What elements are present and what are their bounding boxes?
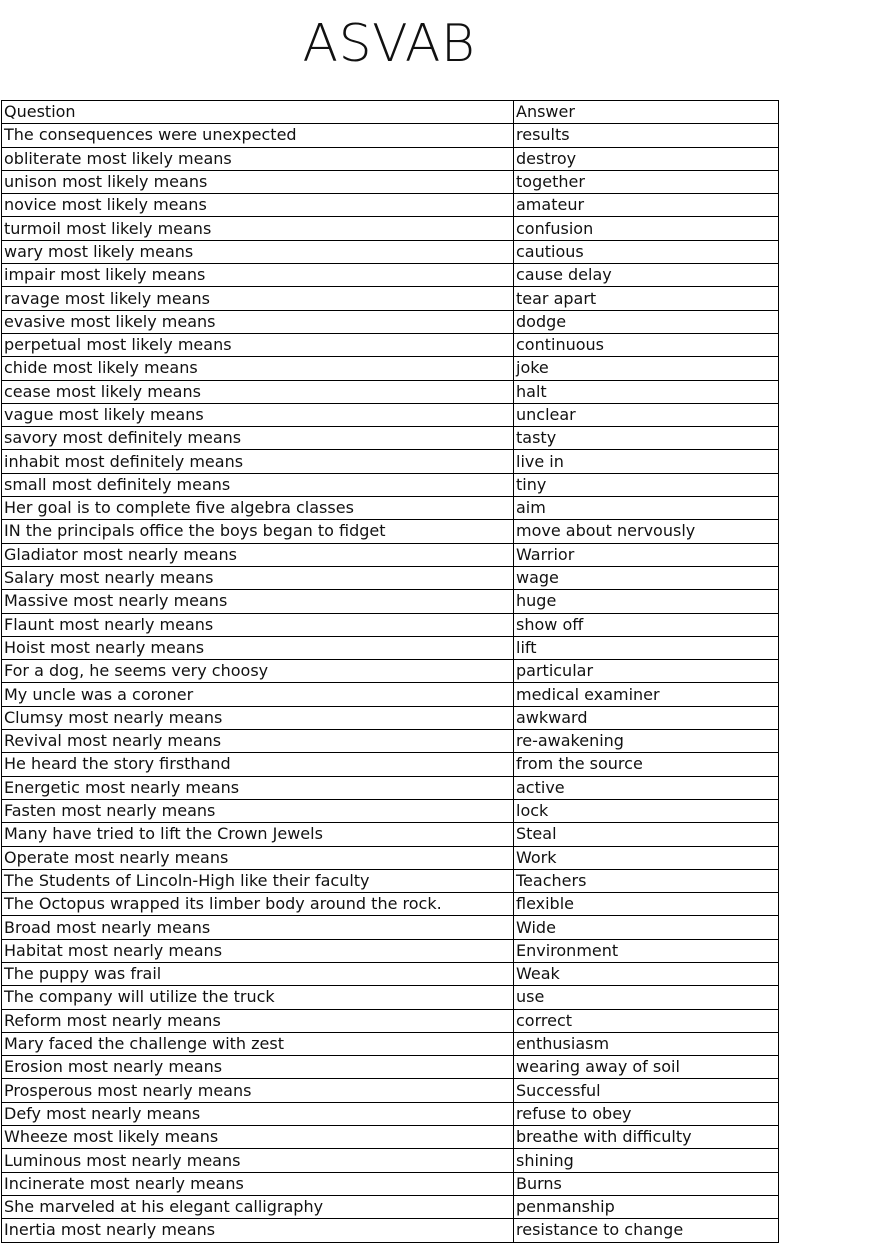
answer-cell: breathe with difficulty [514, 1126, 779, 1149]
table-row [2, 124, 779, 147]
answer-cell: joke [514, 357, 779, 380]
question-cell: savory most definitely means [2, 427, 514, 450]
answer-cell: show off [514, 613, 779, 636]
answer-cell: amateur [514, 194, 779, 217]
table-row [2, 893, 779, 916]
question-cell: Inertia most nearly means [2, 1219, 514, 1242]
answer-cell: active [514, 776, 779, 799]
table-row [2, 333, 779, 356]
question-cell: obliterate most likely means [2, 147, 514, 170]
answer-cell: Successful [514, 1079, 779, 1102]
question-cell: small most definitely means [2, 473, 514, 496]
table-row [2, 776, 779, 799]
table-row [2, 799, 779, 822]
question-cell: Flaunt most nearly means [2, 613, 514, 636]
question-cell: He heard the story firsthand [2, 753, 514, 776]
answer-cell: dodge [514, 310, 779, 333]
answer-cell: Burns [514, 1172, 779, 1195]
table-row [2, 450, 779, 473]
table-row [2, 1032, 779, 1055]
column-header-answer: Answer [514, 101, 779, 124]
table-row [2, 194, 779, 217]
table-row [2, 1079, 779, 1102]
table-row [2, 497, 779, 520]
question-cell: Incinerate most nearly means [2, 1172, 514, 1195]
answer-cell: medical examiner [514, 683, 779, 706]
question-cell: My uncle was a coroner [2, 683, 514, 706]
question-cell: Wheeze most likely means [2, 1126, 514, 1149]
question-cell: The puppy was frail [2, 962, 514, 985]
answer-cell: lock [514, 799, 779, 822]
question-cell: Massive most nearly means [2, 590, 514, 613]
table-row [2, 590, 779, 613]
table-row [2, 147, 779, 170]
question-cell: Erosion most nearly means [2, 1056, 514, 1079]
table-row [2, 1009, 779, 1032]
answer-cell: live in [514, 450, 779, 473]
vocabulary-table [1, 100, 779, 1243]
table-row [2, 730, 779, 753]
question-cell: Hoist most nearly means [2, 636, 514, 659]
question-cell: unison most likely means [2, 170, 514, 193]
answer-cell: from the source [514, 753, 779, 776]
question-cell: Broad most nearly means [2, 916, 514, 939]
question-cell: Revival most nearly means [2, 730, 514, 753]
question-cell: Her goal is to complete five algebra classes [2, 497, 514, 520]
question-cell: Fasten most nearly means [2, 799, 514, 822]
table-row [2, 264, 779, 287]
answer-cell: correct [514, 1009, 779, 1032]
question-cell: novice most likely means [2, 194, 514, 217]
answer-cell: Steal [514, 823, 779, 846]
table-row [2, 357, 779, 380]
question-cell: IN the principals office the boys began to fidget [2, 520, 514, 543]
answer-cell: particular [514, 660, 779, 683]
table-row [2, 683, 779, 706]
table-row [2, 380, 779, 403]
question-cell: evasive most likely means [2, 310, 514, 333]
question-cell: The consequences were unexpected [2, 124, 514, 147]
question-cell: Operate most nearly means [2, 846, 514, 869]
question-cell: perpetual most likely means [2, 333, 514, 356]
answer-cell: Weak [514, 962, 779, 985]
question-cell: For a dog, he seems very choosy [2, 660, 514, 683]
answer-cell: Environment [514, 939, 779, 962]
question-cell: impair most likely means [2, 264, 514, 287]
table-row [2, 1056, 779, 1079]
answer-cell: use [514, 986, 779, 1009]
table-row [2, 753, 779, 776]
answer-cell: tear apart [514, 287, 779, 310]
table-row [2, 1172, 779, 1195]
table-row [2, 427, 779, 450]
answer-cell: together [514, 170, 779, 193]
table-row [2, 660, 779, 683]
table-row [2, 1126, 779, 1149]
answer-cell: destroy [514, 147, 779, 170]
question-cell: Luminous most nearly means [2, 1149, 514, 1172]
answer-cell: penmanship [514, 1195, 779, 1218]
question-cell: ravage most likely means [2, 287, 514, 310]
answer-cell: awkward [514, 706, 779, 729]
answer-cell: halt [514, 380, 779, 403]
question-cell: Energetic most nearly means [2, 776, 514, 799]
table-row [2, 543, 779, 566]
answer-cell: refuse to obey [514, 1102, 779, 1125]
table-header-row [2, 101, 779, 124]
table-row [2, 403, 779, 426]
table-row [2, 986, 779, 1009]
answer-cell: continuous [514, 333, 779, 356]
answer-cell: aim [514, 497, 779, 520]
question-cell: She marveled at his elegant calligraphy [2, 1195, 514, 1218]
column-header-question: Question [2, 101, 514, 124]
question-cell: Habitat most nearly means [2, 939, 514, 962]
answer-cell: tasty [514, 427, 779, 450]
question-cell: wary most likely means [2, 240, 514, 263]
answer-cell: Work [514, 846, 779, 869]
answer-cell: unclear [514, 403, 779, 426]
table-row [2, 217, 779, 240]
answer-cell: confusion [514, 217, 779, 240]
question-cell: cease most likely means [2, 380, 514, 403]
question-cell: vague most likely means [2, 403, 514, 426]
table-row [2, 916, 779, 939]
answer-cell: resistance to change [514, 1219, 779, 1242]
table-row [2, 473, 779, 496]
question-cell: Mary faced the challenge with zest [2, 1032, 514, 1055]
table-row [2, 1149, 779, 1172]
table-row [2, 1102, 779, 1125]
table-row [2, 869, 779, 892]
table-row [2, 613, 779, 636]
question-cell: The Octopus wrapped its limber body around the rock. [2, 893, 514, 916]
answer-cell: enthusiasm [514, 1032, 779, 1055]
answer-cell: shining [514, 1149, 779, 1172]
question-cell: The Students of Lincoln-High like their faculty [2, 869, 514, 892]
table-row [2, 823, 779, 846]
answer-cell: Warrior [514, 543, 779, 566]
question-cell: Reform most nearly means [2, 1009, 514, 1032]
table-body [2, 101, 779, 1243]
question-cell: The company will utilize the truck [2, 986, 514, 1009]
question-cell: chide most likely means [2, 357, 514, 380]
answer-cell: results [514, 124, 779, 147]
question-cell: Gladiator most nearly means [2, 543, 514, 566]
page-title: ASVAB [302, 14, 476, 74]
table-row [2, 520, 779, 543]
table-row [2, 962, 779, 985]
answer-cell: huge [514, 590, 779, 613]
table-row [2, 846, 779, 869]
answer-cell: wage [514, 566, 779, 589]
answer-cell: cautious [514, 240, 779, 263]
question-cell: turmoil most likely means [2, 217, 514, 240]
question-cell: Clumsy most nearly means [2, 706, 514, 729]
answer-cell: Wide [514, 916, 779, 939]
table-row [2, 240, 779, 263]
question-cell: Defy most nearly means [2, 1102, 514, 1125]
question-cell: inhabit most definitely means [2, 450, 514, 473]
table-row [2, 1195, 779, 1218]
table-row [2, 939, 779, 962]
question-cell: Many have tried to lift the Crown Jewels [2, 823, 514, 846]
table-row [2, 706, 779, 729]
table-row [2, 310, 779, 333]
question-cell: Prosperous most nearly means [2, 1079, 514, 1102]
answer-cell: lift [514, 636, 779, 659]
answer-cell: Teachers [514, 869, 779, 892]
table-row [2, 566, 779, 589]
answer-cell: re-awakening [514, 730, 779, 753]
table-row [2, 636, 779, 659]
table-row [2, 287, 779, 310]
table-row [2, 1219, 779, 1242]
answer-cell: flexible [514, 893, 779, 916]
answer-cell: wearing away of soil [514, 1056, 779, 1079]
answer-cell: cause delay [514, 264, 779, 287]
table-row [2, 170, 779, 193]
question-cell: Salary most nearly means [2, 566, 514, 589]
answer-cell: tiny [514, 473, 779, 496]
answer-cell: move about nervously [514, 520, 779, 543]
